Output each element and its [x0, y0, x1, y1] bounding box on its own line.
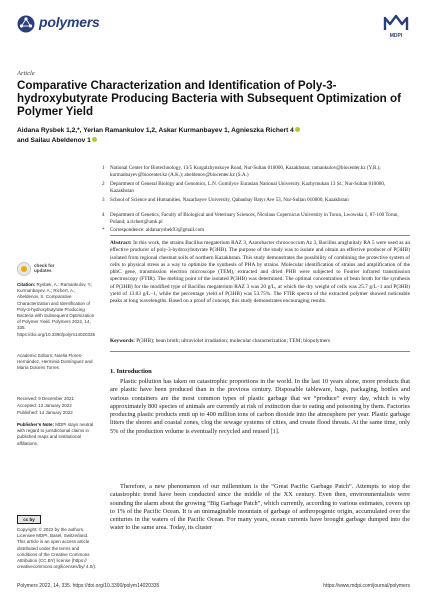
- journal-name: polymers: [39, 14, 100, 30]
- intro-paragraph-1: Plastic pollution has taken on catastrophic proportions in the world. In the last 10 years alone, more products that are plastic have been produced than in the previous century. Disposable tableware, bags, packaging, bottles and various containers are the most common types of plastic garbage that we “produce” every day, which is why approximately 800 species of animals are currently at risk of extinction due to eating and poisoning by them. Factories producing plastic products emit up to 400 million tons of carbon dioxide into the atmosphere per year. Plastic garbage litters the shores and coastal zones, clog the sewage systems of cities, and create flood threats. At the same time, only 5% of the production volume is eventually recycled and reused [1].: [110, 378, 410, 435]
- affiliation-2: 2 Department of General Biology and Genomics, L.N. Gumilyov Eurasian National University, Kazhymukan 13 St., Nur-Sultan 010000, Kazakhstan: [102, 181, 386, 194]
- check-updates-icon: [17, 262, 31, 276]
- article-type: Article: [17, 70, 35, 77]
- article-title: Comparative Characterization and Identification of Poly-3-hydroxybutyrate Producing Bacteria with Subsequent Optimization of Polymer Yield: [17, 79, 401, 118]
- publisher-name: MDPI: [389, 33, 403, 39]
- keywords-text: P(3HB); bean broth; ultraviolet irradiation; molecular characterization; TEM; biopolymers: [136, 338, 330, 344]
- received-date: Received: 9 December 2021: [17, 396, 75, 401]
- affiliation-3: 3 School of Science and Humanities, Nazarbayev University, Qabanbay Batyr Ave 53, Nur-Sultan 010000, Kazakhstan: [102, 197, 349, 203]
- accepted-date: Accepted: 12 January 2022: [17, 403, 72, 408]
- section-heading: 1. Introduction: [110, 368, 152, 375]
- authors-line-2: and Sailau Abeldenov 1: [17, 137, 91, 144]
- journal-logo-icon: [17, 15, 35, 33]
- divider: [110, 235, 410, 236]
- academic-editors: Academic Editors: Noelia Flores-Hernández, Herminia Domínguez and María Dolores Torres: [17, 353, 93, 371]
- author-list: [17, 126, 412, 146]
- divider: [110, 351, 410, 352]
- abstract-text: In this work, the strains Bacillus megaterium RAZ 3, Azotobacter chroococcum Az 3, Bacillus araghnitaly RA 5 were used as an effective producer of poly-3-hydroxybutyrate P(3HB). The purpose of the study was to isolate and obtain an effective producer of P(3HB) isolated from regional chestnut soils of northern Kazakhstan. This study demonstrates the possibility of combining the protective system of cells to physical stress as a way to optimize the synthesis of PHA by strains. Molecular identification of strains and amplification of the phbC gene, transmission electron microscope (TEM), extracted and dried PHB were subjected to Fourier infrared transmission spectroscopy (FTIR). The melting point of the isolated P(3HB) was determined. The optimal concentration of bean broth for the synthesis of P(3HB) for the modified type of Bacillus megaterium RAZ 3 was 20 g/L, at which the dry weight of cells was 25.7 g/L−1 and P(3HB) yield of 13.83 g/L−1, while the percentage yield of P(3HB) was 53.75%. The FTIR spectra of the extracted polymer showed noticeable peaks at long wavelengths. Based on a proof of concept, this study demonstrates encouraging results.: [110, 240, 410, 304]
- correspondence: * Correspondence: aidanarysbek93@gmail.com: [102, 227, 205, 233]
- affiliation-4: 4 Department of Genetics, Faculty of Biological and Veterinary Sciences, Nicolaus Copernicus University in Torun, Lwowska 1, 87-100 Torun, Poland; a.richert@umk.pl: [102, 212, 399, 225]
- abstract-label: Abstract:: [110, 240, 132, 246]
- authors-line-1: Aidana Rysbek 1,2,*, Yerlan Ramankulov 1,2, Askar Kurmanbayev 1, Agnieszka Richert 4: [17, 127, 294, 134]
- cc-license-badge[interactable]: cc by: [17, 515, 41, 524]
- footer-journal-link[interactable]: https://www.mdpi.com/journal/polymers: [323, 583, 410, 589]
- mdpi-logo-icon: [383, 14, 409, 32]
- keywords-label: Keywords:: [110, 338, 135, 344]
- check-for-updates-button[interactable]: check for updates: [17, 261, 57, 278]
- publisher-note: Publisher’s Note: MDPI stays neutral with regard to jurisdictional claims in published maps and institutional affiliations.: [17, 422, 94, 446]
- copyright: Copyright: © 2022 by the authors. Licensee MDPI, Basel, Switzerland. This article is an open access article distributed under the terms and conditions of the Creative Commons Attribution (CC BY) license (https:// creativecommons.org/licenses/by/ 4.0/).: [17, 527, 97, 570]
- intro-paragraph-2: Therefore, a new phenomenon of our millennium is the “Great Pacific Garbage Patch”. Attempts to stop the catastrophic trend have been conducted since the middle of the XX century. Even then, environmentalists were sounding the alarm about the growing “Big Garbage Patch”, which currently, according to various estimates, covers up to 1% of the Pacific Ocean. It is an unimaginable mountain of garbage of anthropogenic origin, accumulated over the centuries in the waters of the Pacific Ocean. For many years, ocean currents have brought garbage dumped into the water to the same area. Today, its cluster: [110, 483, 410, 532]
- abstract: [110, 240, 410, 305]
- orcid-icon[interactable]: [295, 127, 301, 133]
- keywords: [110, 338, 410, 345]
- affiliation-1: 1 National Center for Biotechnology, 13/5 Kurgalzhynskoye Road, Nur-Sultan 010000, Kazakhstan; ramankulov@biocenter.kz (Y.R.); kurmanbayev@biocenter.kz (A.K.); abeldenov@biocenter.kz (S.A.): [102, 165, 381, 178]
- published-date: Published: 14 January 2022: [17, 410, 73, 415]
- orcid-icon[interactable]: [92, 137, 98, 143]
- footer-citation: Polymers 2022, 14, 335. https://doi.org/10.3390/polym14020335: [17, 583, 160, 589]
- citation: Citation: Rysbek, A.; Ramankulov, Y.; Kurmanbayev, A.; Richert, A.; Abeldenov, S. Comparative Characterization and Identification of Poly-3-hydroxybutyrate Producing Bacteria with Subsequent Optimization of Polymer Yield. Polymers 2022, 14, 335. https://doi.org/10.3390/polym14020335: [17, 282, 96, 337]
